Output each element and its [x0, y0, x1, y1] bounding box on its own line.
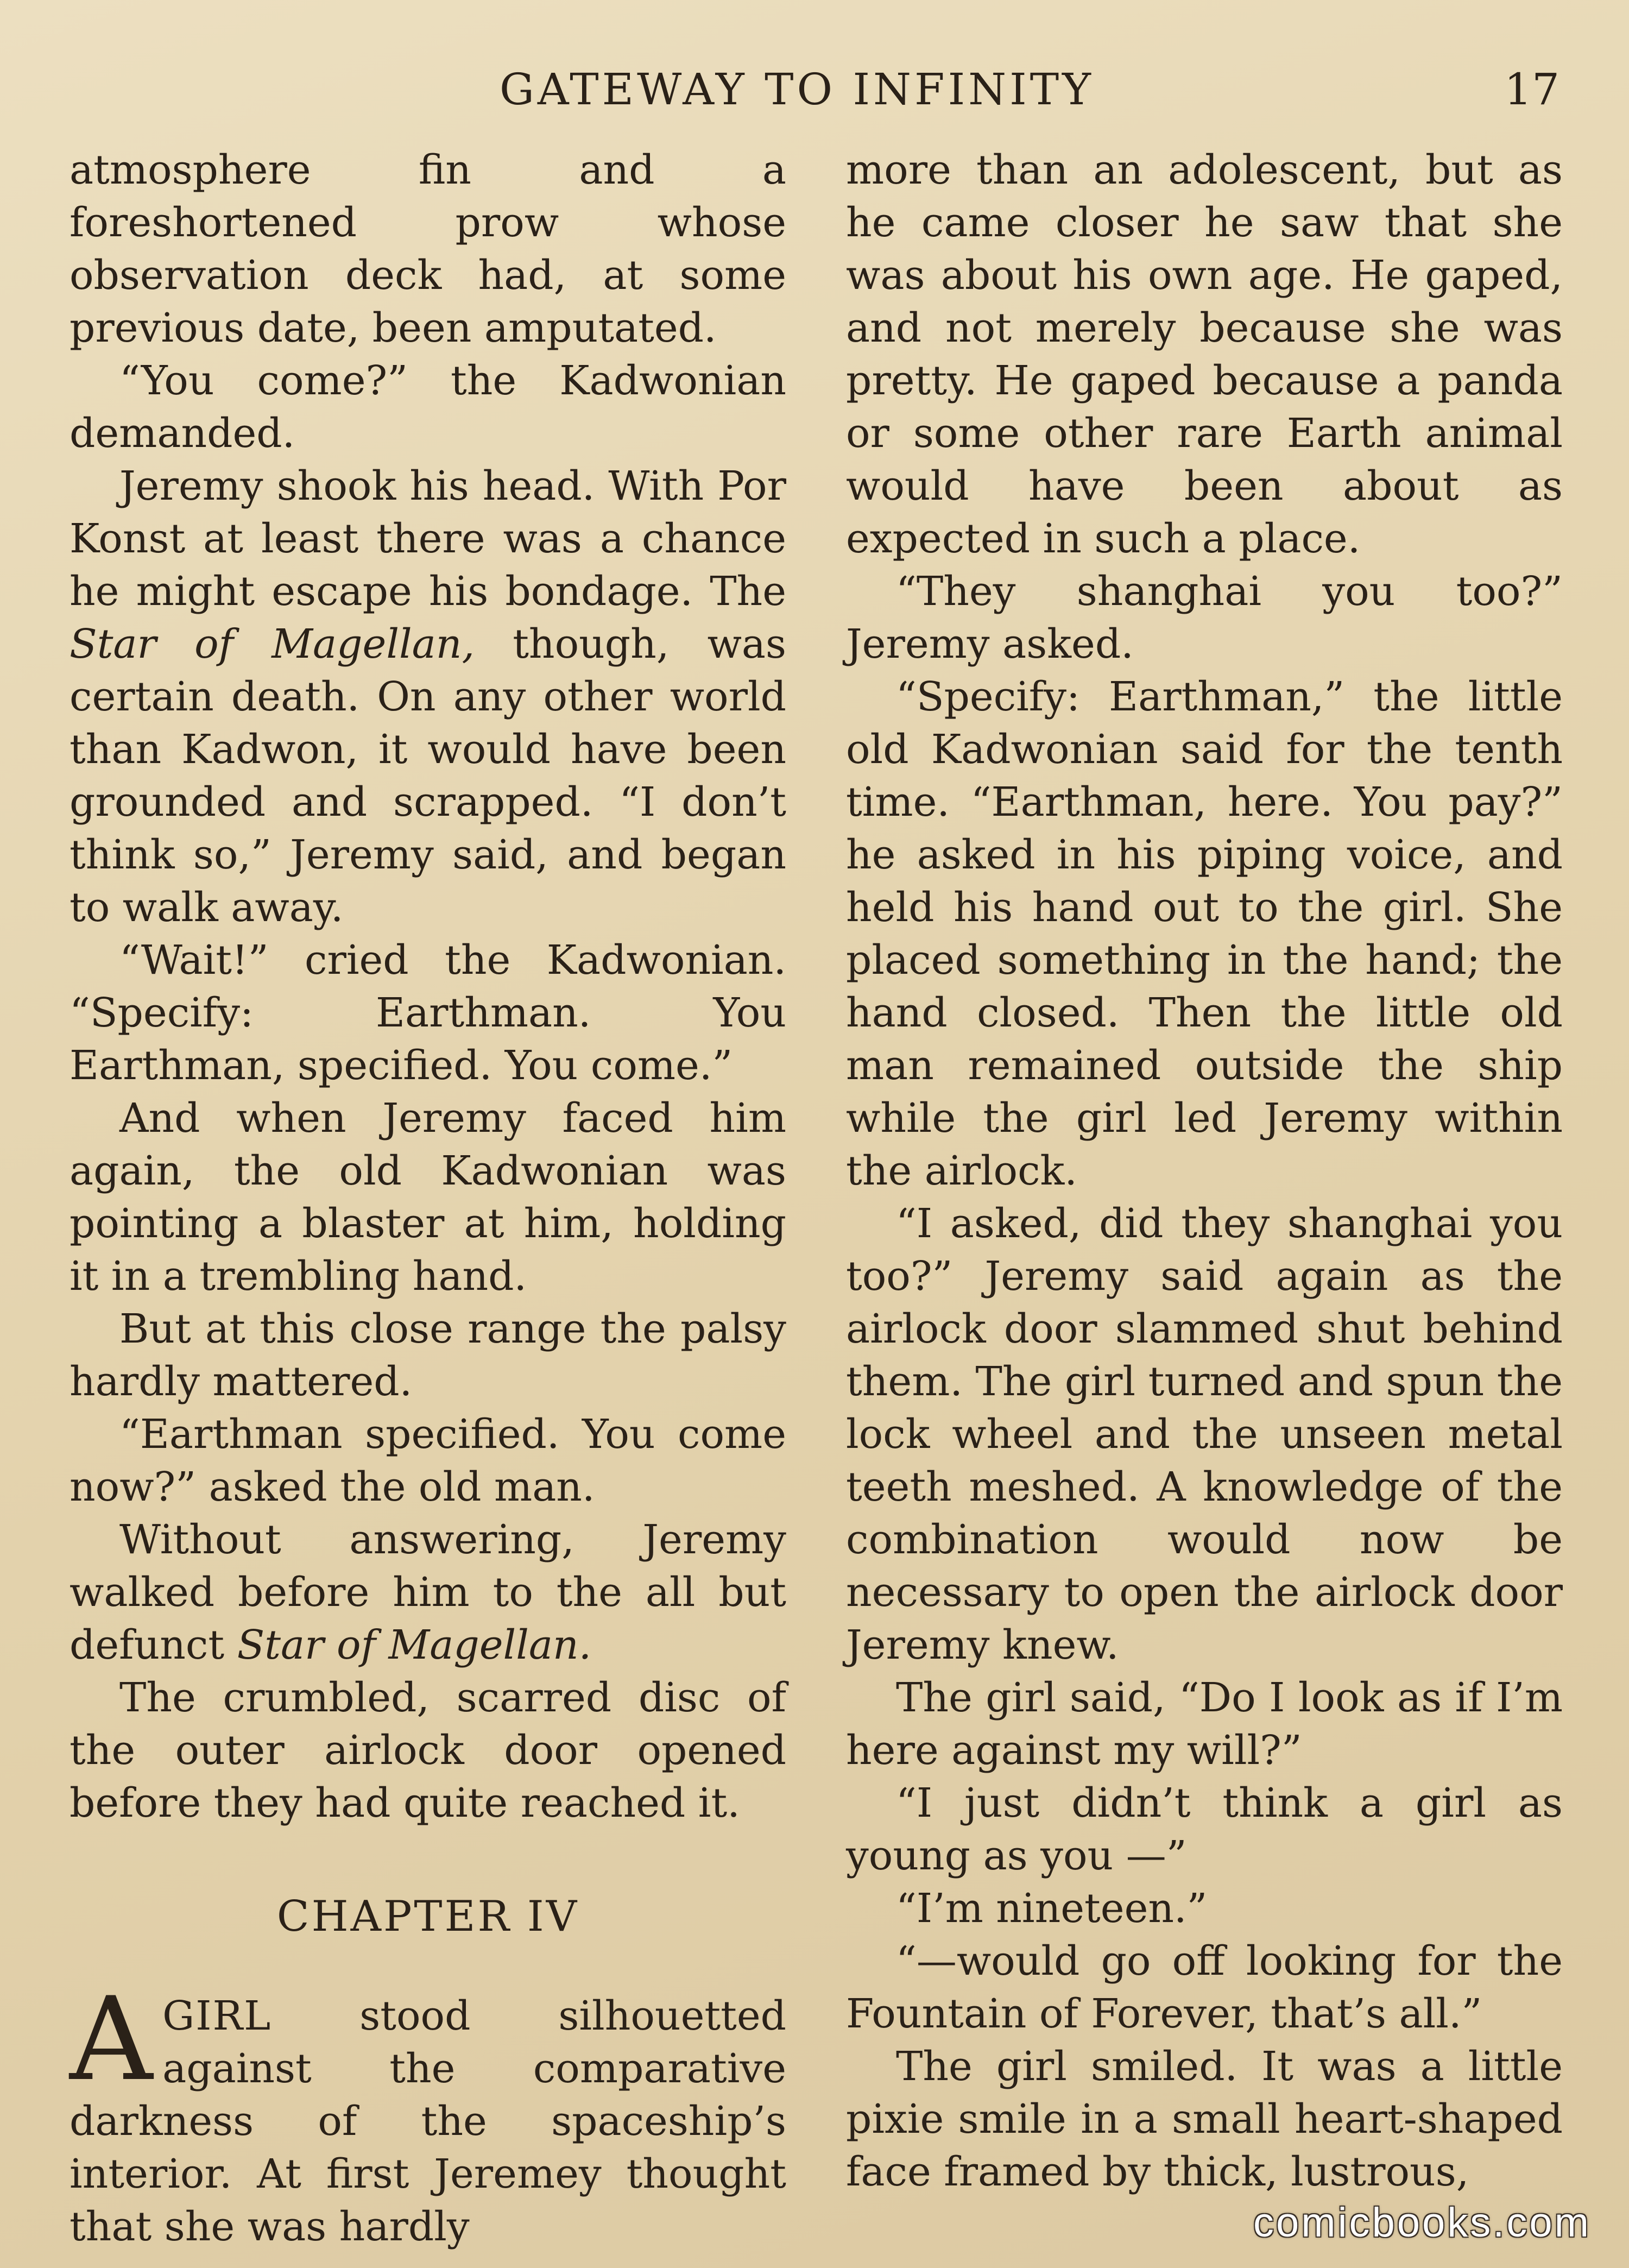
paragraph: “I just didn’t think a girl as young as you —” [846, 1780, 1563, 1879]
paragraph: The crumbled, scarred disc of the outer airlock door opened before they had quite reached it. [70, 1674, 786, 1826]
site-watermark: comicbooks.com [1253, 2200, 1591, 2246]
paragraph: “You come?” the Kadwonian demanded. [70, 357, 786, 457]
paragraph [70, 1514, 786, 1672]
running-header [0, 60, 1629, 119]
paragraph: “Wait!” cried the Kadwonian. “Specify: Earthman. You Earthman, specified. You come.” [70, 937, 786, 1089]
paragraph: atmosphere fin and a foreshortened prow whose observation deck had, at some previous date, been amputated. [70, 147, 786, 351]
paragraph-text: Without answering, Jeremy walked before him to the all but defunct [70, 1516, 786, 1668]
right-column [846, 144, 1563, 2198]
paragraph-text: though, was certain death. On any other world than Kadwon, it would have been grounded and scrapped. “I don’t think so,” Jeremy said, and began to walk away. [70, 621, 786, 931]
left-column [70, 144, 786, 2253]
paragraph: “Earthman specified. You come now?” asked the old man. [70, 1411, 786, 1510]
paragraph [70, 460, 786, 934]
paragraph: “I’m nineteen.” [896, 1885, 1208, 1932]
paragraph-text: Jeremy shook his head. With Por Konst at least there was a chance he might escape his bondage. The [70, 463, 786, 615]
ship-name-italic: Star of Magellan, [70, 621, 475, 667]
running-title: GATEWAY TO INFINITY [500, 64, 1094, 115]
paragraph: “—would go off looking for the Fountain of Forever, that’s all.” [846, 1938, 1563, 2037]
ship-name-italic: Star of Magellan. [237, 1622, 592, 1668]
paragraph: “Specify: Earthman,” the little old Kadwonian said for the tenth time. “Earthman, here. You pay?” he asked in his piping voice, and held his hand out to the girl. She placed something in the hand; the hand closed. Then the little old man remained outside the ship while the girl led Jeremy within the airlock. [846, 673, 1563, 1194]
paragraph: “I asked, did they shanghai you too?” Jeremy said again as the airlock door slammed shut behind them. The girl turned and spun the lock wheel and the unseen metal teeth meshed. A knowledge of the combination would now be necessary to open the airlock door Jeremy knew. [846, 1200, 1563, 1668]
drop-cap: A [70, 1972, 153, 2106]
opening-smallcaps: GIRL [162, 1993, 272, 2039]
paragraph: And when Jeremy faced him again, the old Kadwonian was pointing a blaster at him, holding it in a trembling hand. [70, 1095, 786, 1300]
paragraph: more than an adolescent, but as he came closer he saw that she was about his own age. He gaped, and not merely because she was pretty. He gaped because a panda or some other rare Earth animal would have been about as expected in such a place. [846, 147, 1563, 562]
paragraph-text: stood silhouetted against the comparative darkness of the spaceship’s interior. At first Jeremey thought that she was hardly [70, 1993, 786, 2250]
page-number: 17 [1504, 64, 1559, 115]
paragraph: The girl said, “Do I look as if I’m here against my will?” [846, 1674, 1563, 1774]
paragraph: “They shanghai you too?” Jeremy asked. [846, 568, 1563, 667]
chapter-opening-paragraph [70, 1972, 786, 2253]
paragraph: The girl smiled. It was a little pixie smile in a small heart-shaped face framed by thick, lustrous, [846, 2043, 1563, 2195]
paragraph: But at this close range the palsy hardly mattered. [70, 1306, 786, 1405]
chapter-heading: CHAPTER IV [276, 1892, 579, 1941]
